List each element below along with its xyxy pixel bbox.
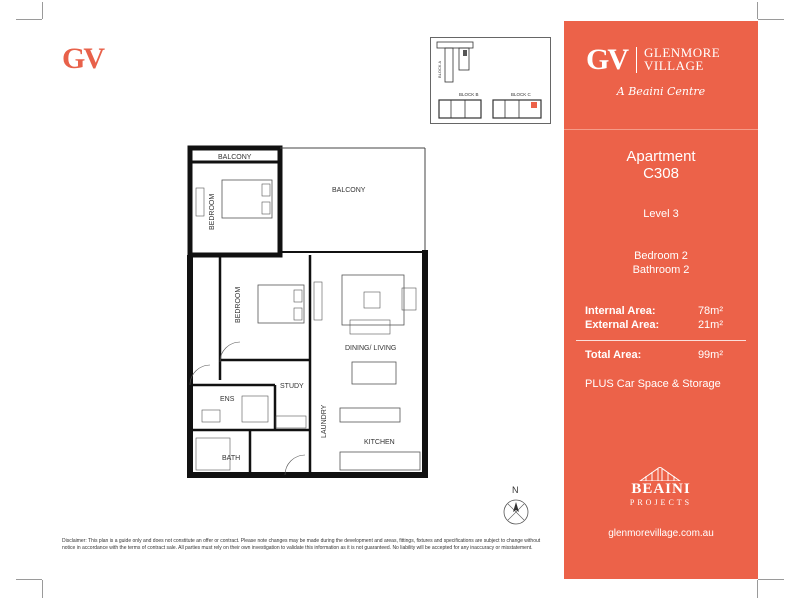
panel-divider bbox=[564, 129, 758, 130]
label-bedroom-1: BEDROOM bbox=[209, 193, 216, 230]
compass-north-label: N bbox=[512, 485, 519, 495]
internal-area-value: 78m² bbox=[697, 305, 723, 317]
label-bedroom-2: BEDROOM bbox=[235, 286, 242, 323]
total-area-value: 99m² bbox=[697, 349, 723, 361]
crop-mark bbox=[758, 579, 784, 580]
internal-area-label: Internal Area: bbox=[585, 305, 656, 317]
label-study: STUDY bbox=[280, 383, 304, 390]
brand-name-line2: VILLAGE bbox=[644, 58, 704, 73]
floor-plan-drawing bbox=[180, 140, 440, 480]
brand-logo bbox=[586, 43, 736, 83]
developer-name: BEAINI bbox=[631, 481, 691, 497]
crop-mark bbox=[42, 580, 43, 598]
website-link[interactable]: glenmorevillage.com.au bbox=[608, 528, 714, 539]
external-area-value: 21m² bbox=[697, 319, 723, 331]
label-laundry: LAUNDRY bbox=[321, 404, 328, 438]
label-balcony-small: BALCONY bbox=[218, 154, 252, 161]
developer-subtitle: PROJECTS bbox=[629, 498, 693, 507]
key-plan-block-b: BLOCK B bbox=[459, 92, 479, 97]
key-plan bbox=[430, 37, 551, 124]
apartment-title-line1: Apartment bbox=[626, 148, 696, 165]
bathroom-count: Bathroom 2 bbox=[632, 264, 690, 276]
crop-mark bbox=[758, 19, 784, 20]
area-divider bbox=[576, 340, 746, 341]
building-icon bbox=[610, 467, 710, 481]
crop-mark bbox=[16, 579, 42, 580]
external-area-label: External Area: bbox=[585, 319, 660, 331]
compass-icon bbox=[498, 484, 534, 528]
label-dining-living: DINING/ LIVING bbox=[345, 345, 397, 352]
info-panel bbox=[564, 21, 758, 579]
floor-plan bbox=[180, 140, 440, 480]
north-compass bbox=[498, 484, 534, 528]
apartment-title bbox=[564, 148, 758, 182]
crop-mark bbox=[757, 580, 758, 598]
brand-logo-mark: GV bbox=[62, 42, 103, 75]
disclaimer-text: Disclaimer: This plan is a guide only and does not constitute an offer or contract. Please note changes may be made during the development and areas, fittings, fixtures and specifications are subject to change without notice in accordance with the terms of contract sale. All parties must rely on their own investigation to validate this information as it is not guaranteed. No liability will be accepted for any inaccuracy or misstatement. bbox=[62, 538, 541, 551]
total-area-label: Total Area: bbox=[585, 349, 642, 361]
crop-mark bbox=[42, 2, 43, 19]
apartment-number: C308 bbox=[643, 165, 679, 182]
apartment-level: Level 3 bbox=[643, 208, 679, 220]
brand-logo-mark: GV bbox=[586, 43, 627, 76]
crop-mark bbox=[757, 2, 758, 19]
key-plan-block-a: BLOCK A bbox=[437, 60, 442, 78]
crop-mark bbox=[16, 19, 42, 20]
bedroom-count: Bedroom 2 bbox=[634, 250, 688, 262]
label-ens: ENS bbox=[220, 396, 235, 403]
label-balcony-large: BALCONY bbox=[332, 187, 366, 194]
key-plan-drawing bbox=[431, 38, 552, 125]
brand-tagline: A Beaini Centre bbox=[616, 85, 706, 98]
logo-divider bbox=[636, 47, 637, 73]
label-kitchen: KITCHEN bbox=[364, 439, 395, 446]
label-bath: BATH bbox=[222, 455, 241, 462]
room-counts bbox=[564, 249, 758, 277]
key-plan-block-c: BLOCK C bbox=[511, 92, 531, 97]
brand-name-line1: GLENMORE bbox=[644, 45, 721, 60]
extras-text: PLUS Car Space & Storage bbox=[585, 378, 721, 390]
